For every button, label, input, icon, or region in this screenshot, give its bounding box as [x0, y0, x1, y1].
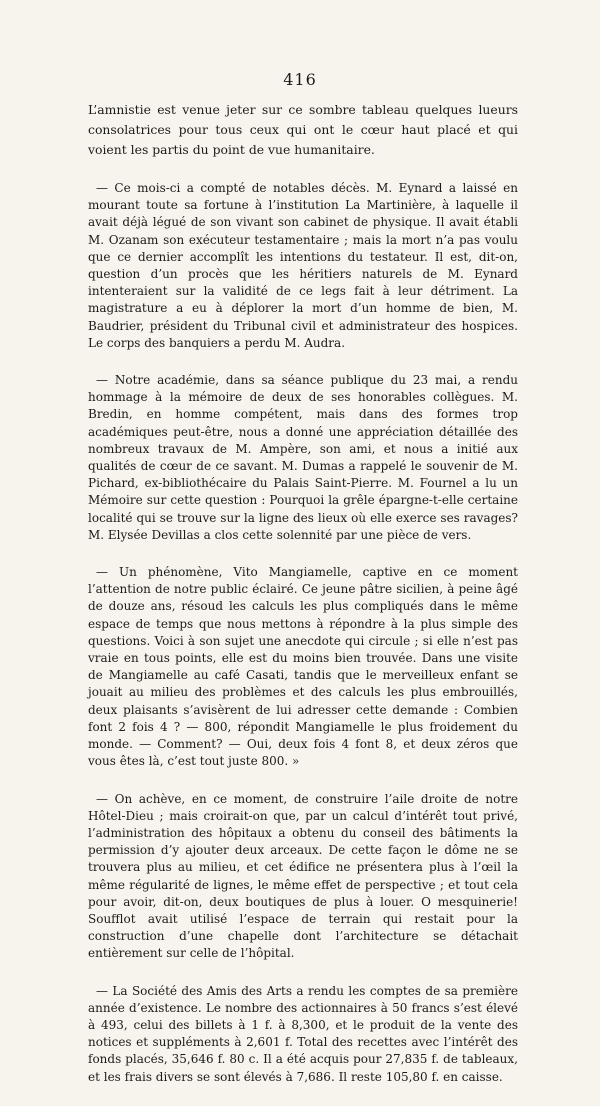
- paragraph-arts-society: — La Société des Amis des Arts a rendu les comptes de sa première année d’existence. Le nombre des actionnaires à 50 francs s’est élevé à 493, celui des billets à 1 f. à 8,300, et le produit de la vente des notices et suppléments à 2,601 f. Total des recettes avec l’intérêt des fonds placés, 35,646 f. 80 c. Il a été acquis pour 27,835 f. de tableaux, et les frais divers se sont élevés à 7,686. Il reste 105,80 f. en caisse.: [88, 983, 518, 1084]
- paragraph-phenomenon: — Un phénomène, Vito Mangiamelle, captive en ce moment l’attention de notre public éclairé. Ce jeune pâtre sicilien, à peine âgé de douze ans, résoud les calculs les plus compliqués dans le même espace de temps que nous mettons à répondre à la plus simple des questions. Voici à son sujet une anecdote qui circule ; si elle n’est pas vraie en tous points, elle est du moins bien trouvée. Dans une visite de Mangiamelle au café Casati, tandis que le merveilleux enfant se jouait au milieu des problèmes et des calculs les plus embrouillés, deux plaisants s’avisèrent de lui adresser cette demande : Combien font 2 fois 4 ? — 800, répondit Mangiamelle le plus froidement du monde. — Comment? — Oui, deux fois 4 font 8, et deux zéros que vous êtes là, c’est tout juste 800. »: [88, 565, 518, 769]
- page-number: 416: [283, 70, 317, 89]
- paragraph-hotel-dieu: — On achève, en ce moment, de construire l’aile droite de notre Hôtel-Dieu ; mais croirait-on que, par un calcul d’intérêt tout privé, l’administration des hôpitaux a obtenu du conseil des bâtiments la permission d’y ajouter deux arceaux. De cette façon le dôme ne se trouvera plus au milieu, et cet édifice ne présentera plus à l’œil la même régularité de lignes, le même effet de perspective ; et tout cela pour avoir, dit-on, deux boutiques de plus à louer. O mesquinerie! Soufflot avait utilisé l’espace de terrain qui restait pour la construction d’une chapelle dont l’architecture se détachait entièrement sur celle de l’hôpital.: [88, 791, 518, 961]
- paragraph-deaths: — Ce mois-ci a compté de notables décès. M. Eynard a laissé en mourant toute sa fortune à l’institution La Martinière, à laquelle il avait déjà légué de son vivant son cabinet de physique. Il avait établi M. Ozanam son exécuteur testamentaire ; mais la mort n’a pas voulu que ce dernier accomplît les intentions du testateur. Il est, dit-on, question d’un procès que les héritiers naturels de M. Eynard intenteraient sur la validité de ce legs fait à leur détriment. La magistrature a eu à déplorer la mort d’un homme de bien, M. Baudrier, président du Tribunal civil et administrateur des hospices. Le corps des banquiers a perdu M. Audra.: [88, 181, 518, 350]
- paragraph-amnesty: L’amnistie est venue jeter sur ce sombre tableau quelques lueurs consolatrices pour tous ceux qui ont le cœur haut placé et qui voient les partis du point de vue humanitaire.: [88, 102, 518, 157]
- paragraph-academy: — Notre académie, dans sa séance publique du 23 mai, a rendu hommage à la mémoire de deux de ses honorables collègues. M. Bredin, en homme compétent, mais dans des formes trop académiques peut-être, nous a donné une appréciation détaillée des nombreux travaux de M. Ampère, son ami, et nous a initié aux qualités de cœur de ce savant. M. Dumas a rappelé le souvenir de M. Pichard, ex-bibliothécaire du Palais Saint-Pierre. M. Fournel a lu un Mémoire sur cette question : Pourquoi la grêle épargne-t-elle certaine localité qui se trouve sur la ligne des lieux où elle exerce ses ravages? M. Elysée Devillas a clos cette solennité par une pièce de vers.: [88, 373, 518, 542]
- article-body: [88, 100, 518, 1106]
